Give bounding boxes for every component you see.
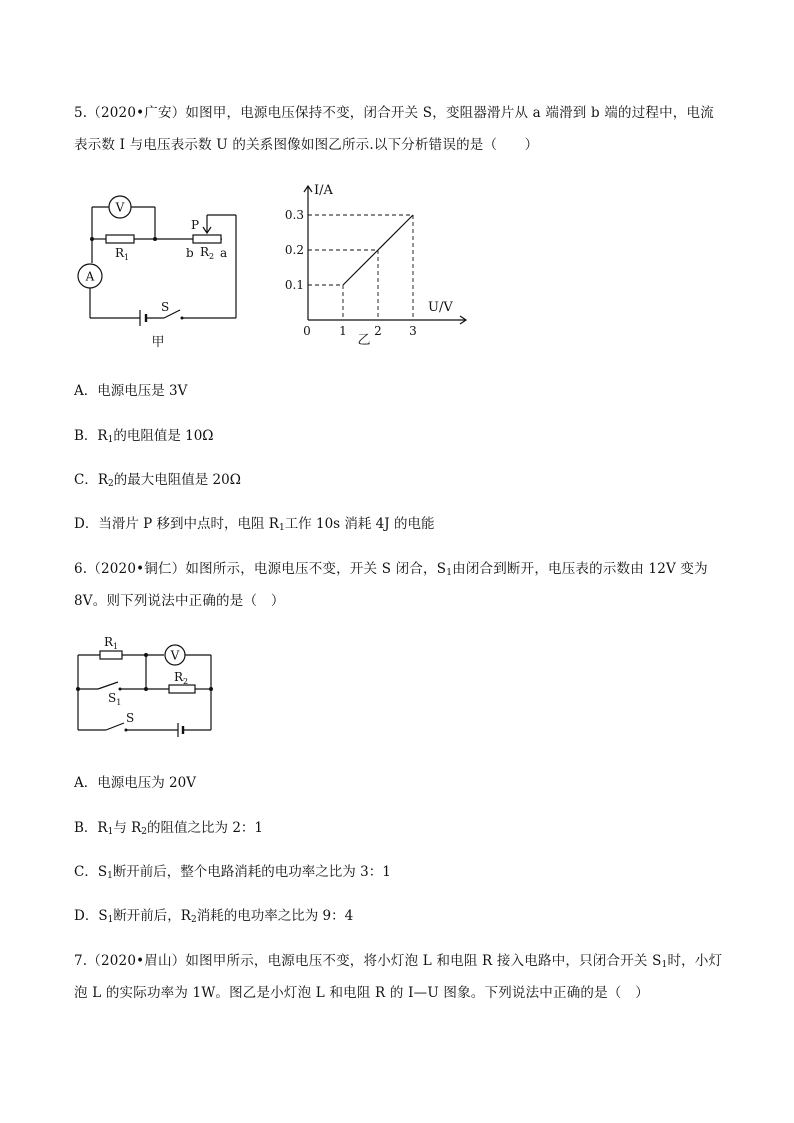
ticks <box>285 208 417 338</box>
q5-option-c[interactable]: C．$R_2$的最大电阻值是 20Ω <box>74 472 241 489</box>
q5-option-d[interactable]: D．当滑片 P 移到中点时，电阻 $R_1$工作 10s 消耗 4J 的电能 <box>74 516 435 533</box>
x-tick-label: 0 <box>303 324 311 338</box>
switch-s-label: S <box>161 300 170 314</box>
ammeter-label: A <box>85 269 95 284</box>
q6-option-c[interactable]: C．$S_1$断开前后，整个电路消耗的电功率之比为 3：1 <box>74 864 391 881</box>
s1-label: $S_1$ <box>108 691 122 707</box>
q7-stem-line1: 7.（2020•眉山）如图甲所示，电源电压不变，将小灯泡 L 和电阻 R 接入电路中，只闭合开关 $S_1$时，小灯 <box>74 953 723 970</box>
q5-option-b[interactable]: B．$R_1$的电阻值是 10Ω <box>74 428 214 445</box>
q5-iu-graph <box>278 178 478 348</box>
slider-p-label: P <box>191 218 200 232</box>
q7-stem-line2: 泡 L 的实际功率为 1W。图乙是小灯泡 L 和电阻 R 的 I—U 图象。下列说法中正确的是（ ） <box>74 985 649 1001</box>
q6-circuit-diagram <box>70 630 220 740</box>
r2-label: $R_2$ <box>200 245 215 261</box>
q6-stem-line1: 6.（2020•铜仁）如图所示，电源电压不变，开关 S 闭合，$S_1$由闭合到断开，电压表的示数由 12V 变为 <box>74 561 708 578</box>
voltmeter-label: V <box>115 200 125 215</box>
end-b-label: b <box>186 246 194 260</box>
y-axis-label: I/A <box>314 183 333 198</box>
q6-option-a[interactable]: A．电源电压为 20V <box>74 775 196 791</box>
q5-stem-line2: 表示数 I 与电压表示数 U 的关系图像如图乙所示.以下分析错误的是（ ） <box>74 137 539 153</box>
switch-s-label: S <box>126 711 135 725</box>
end-a-label: a <box>220 246 228 260</box>
x-tick-label: 3 <box>409 324 417 338</box>
r2-label: $R_2$ <box>174 670 189 686</box>
q6-stem-line2: 8V。则下列说法中正确的是（ ） <box>74 593 285 609</box>
x-tick-label: 1 <box>339 324 347 338</box>
y-tick-label: 0.2 <box>284 243 304 257</box>
r1-label: $R_1$ <box>115 246 130 262</box>
y-tick-label: 0.3 <box>284 208 304 222</box>
q6-option-b[interactable]: B．$R_1$与 $R_2$的阻值之比为 2：1 <box>74 820 264 837</box>
figure-caption-jia: 甲 <box>151 335 165 350</box>
y-tick-label: 0.1 <box>284 278 304 292</box>
q6-option-d[interactable]: D．$S_1$断开前后，$R_2$消耗的电功率之比为 9：4 <box>74 908 354 925</box>
q5-option-a[interactable]: A．电源电压是 3V <box>74 383 188 399</box>
q5-stem-line1: 5.（2020•广安）如图甲，电源电压保持不变，闭合开关 S，变阻器滑片从 a 端滑到 b 端的过程中，电流 <box>74 105 714 121</box>
voltmeter-label: V <box>170 648 180 663</box>
figure-caption-yi: 乙 <box>357 333 371 348</box>
x-tick-label: 2 <box>374 324 382 338</box>
x-axis-label: U/V <box>428 300 453 315</box>
r1-label: $R_1$ <box>104 635 119 651</box>
q5-circuit-diagram <box>72 186 252 354</box>
